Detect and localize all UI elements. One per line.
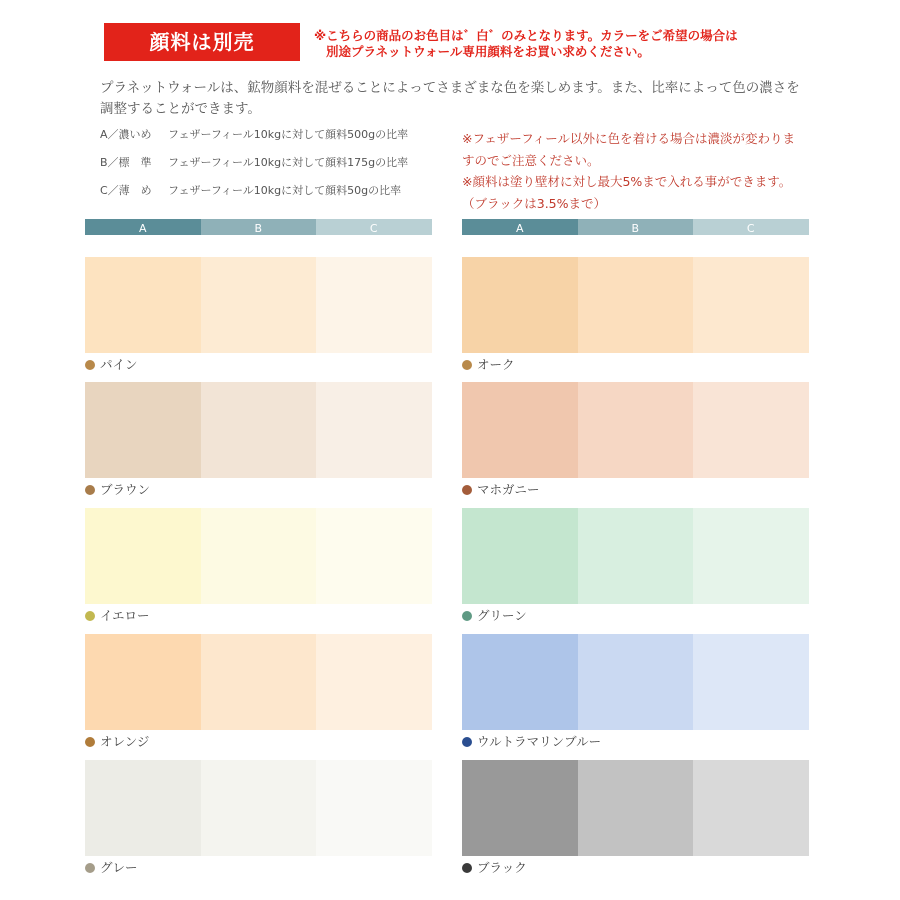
color-group: [85, 257, 432, 372]
color-label: [462, 483, 540, 497]
swatch-a: [85, 508, 201, 604]
color-group: [462, 634, 809, 749]
column-header-left: [85, 219, 432, 235]
swatch-b: [578, 508, 694, 604]
color-group: [85, 508, 432, 623]
color-dot-icon: [462, 611, 472, 621]
swatch-row: [85, 508, 432, 604]
color-name: グリーン: [477, 608, 527, 623]
ratio-text: フェザーフィール10kgに対して顔料500gの比率: [168, 128, 409, 141]
color-name: オレンジ: [100, 734, 150, 749]
ratio-row-c: [100, 181, 408, 209]
swatch-a: [85, 760, 201, 856]
caution-notes: [462, 128, 802, 214]
swatch-c: [693, 257, 809, 353]
ratio-label: B／標 準: [100, 156, 152, 169]
color-group: [85, 760, 432, 875]
swatch-b: [578, 760, 694, 856]
swatch-a: [462, 634, 578, 730]
ratio-row-a: [100, 125, 408, 153]
color-label: [462, 609, 527, 623]
swatch-b: [578, 382, 694, 478]
swatch-row: [85, 634, 432, 730]
column-header-a: A: [85, 219, 201, 235]
swatch-a: [85, 634, 201, 730]
swatch-row: [462, 508, 809, 604]
column-header-a: A: [462, 219, 578, 235]
swatch-row: [85, 257, 432, 353]
swatch-c: [693, 508, 809, 604]
color-name: パイン: [100, 357, 138, 372]
swatch-c: [316, 257, 432, 353]
color-name: オーク: [477, 357, 515, 372]
column-header-b: B: [578, 219, 694, 235]
swatch-b: [201, 760, 317, 856]
color-name: イエロー: [100, 608, 150, 623]
color-label: [462, 735, 601, 749]
color-label: [85, 358, 138, 372]
ratio-label: A／濃いめ: [100, 128, 152, 141]
color-label: [462, 358, 515, 372]
color-label: [462, 861, 527, 875]
swatch-a: [462, 257, 578, 353]
swatch-c: [316, 508, 432, 604]
swatch-b: [578, 257, 694, 353]
caution-note: ※顔料は塗り壁材に対し最大5%まで入れる事ができます。（ブラックは3.5%まで）: [462, 174, 792, 211]
ratio-row-b: [100, 153, 408, 181]
ratio-text: フェザーフィール10kgに対して顔料50gの比率: [168, 184, 402, 197]
ratio-text: フェザーフィール10kgに対して顔料175gの比率: [168, 156, 409, 169]
color-notice-line-2: 別途プラネットウォール専用顔料をお買い求めください。: [326, 44, 650, 59]
column-header-c: C: [693, 219, 809, 235]
swatch-b: [201, 508, 317, 604]
swatch-b: [578, 634, 694, 730]
column-header-c: C: [316, 219, 432, 235]
swatch-b: [201, 634, 317, 730]
swatch-c: [693, 382, 809, 478]
color-group: [462, 257, 809, 372]
color-label: [85, 735, 149, 749]
column-header-b: B: [201, 219, 317, 235]
color-dot-icon: [85, 360, 95, 370]
color-dot-icon: [462, 360, 472, 370]
color-name: マホガニー: [477, 482, 540, 497]
swatch-a: [462, 382, 578, 478]
intro-text: プラネットウォールは、鉱物顔料を混ぜることによってさまざまな色を楽しめます。また、比率によって色の濃さを調整することができます。: [100, 80, 800, 117]
swatch-c: [693, 634, 809, 730]
color-label: [85, 609, 150, 623]
color-dot-icon: [462, 737, 472, 747]
swatch-a: [462, 508, 578, 604]
swatch-row: [462, 382, 809, 478]
color-name: ブラック: [477, 860, 527, 875]
column-header-right: [462, 219, 809, 235]
swatch-row: [462, 257, 809, 353]
color-name: グレー: [100, 860, 138, 875]
color-name: ブラウン: [100, 482, 151, 497]
swatch-row: [462, 634, 809, 730]
color-dot-icon: [85, 485, 95, 495]
color-label: [85, 483, 150, 497]
color-group: [85, 634, 432, 749]
color-dot-icon: [462, 485, 472, 495]
color-dot-icon: [85, 863, 95, 873]
swatch-a: [85, 257, 201, 353]
color-group: [85, 382, 432, 497]
swatch-a: [462, 760, 578, 856]
swatch-c: [316, 382, 432, 478]
swatch-c: [316, 634, 432, 730]
color-notice: [314, 28, 738, 60]
pigment-sold-separately-badge: 顔料は別売: [104, 23, 300, 61]
color-group: [462, 508, 809, 623]
swatch-row: [85, 760, 432, 856]
swatch-b: [201, 382, 317, 478]
color-dot-icon: [462, 863, 472, 873]
swatch-c: [316, 760, 432, 856]
swatch-a: [85, 382, 201, 478]
color-label: [85, 861, 138, 875]
swatch-b: [201, 257, 317, 353]
ratio-label: C／薄 め: [100, 184, 152, 197]
color-dot-icon: [85, 737, 95, 747]
color-name: ウルトラマリンブルー: [477, 734, 602, 749]
color-notice-line-1: ※こちらの商品のお色目は゛白゛のみとなります。カラーをご希望の場合は: [314, 28, 738, 43]
swatch-row: [85, 382, 432, 478]
color-group: [462, 760, 809, 875]
color-group: [462, 382, 809, 497]
color-dot-icon: [85, 611, 95, 621]
swatch-row: [462, 760, 809, 856]
swatch-c: [693, 760, 809, 856]
ratio-list: [100, 125, 408, 209]
caution-note: ※フェザーフィール以外に色を着ける場合は濃淡が変わりますのでご注意ください。: [462, 131, 795, 168]
